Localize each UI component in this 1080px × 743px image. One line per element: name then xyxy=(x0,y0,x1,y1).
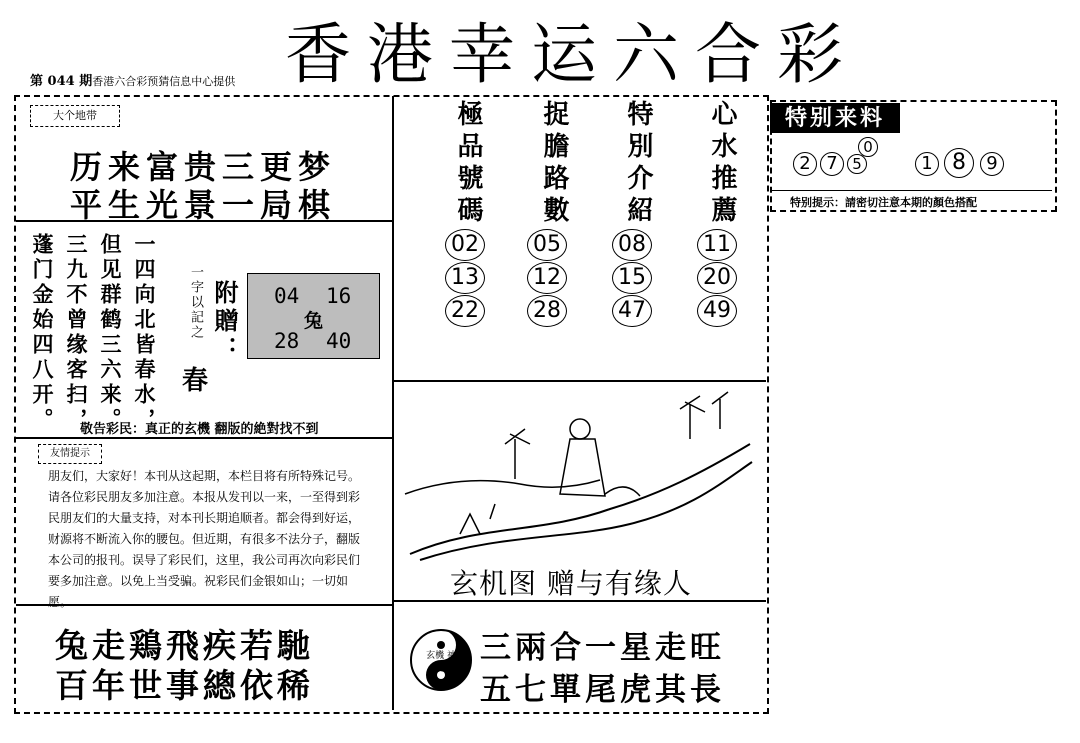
warning-text: 敬告彩民：真正的玄機 翻版的絶對找不到 xyxy=(80,422,319,437)
number-circle: 28 xyxy=(527,295,567,327)
special-number: 2 xyxy=(793,152,817,176)
image-caption: 玄机图 赠与有缘人 xyxy=(450,567,692,600)
issue-info xyxy=(30,70,235,89)
special-number: 1 xyxy=(915,152,939,176)
number-circle: 20 xyxy=(697,262,737,294)
bottom-poem-line-2: 百年世事總依稀 xyxy=(55,666,314,705)
number-circle: 47 xyxy=(612,295,652,327)
special-number: 7 xyxy=(820,152,844,176)
bottom-right-line-1: 三兩合一星走旺 xyxy=(480,630,725,666)
column-head: 特別介紹 xyxy=(623,100,653,228)
left-divider-2 xyxy=(16,437,392,439)
section-label: 大个地带 xyxy=(30,105,120,127)
special-number: 5 xyxy=(847,154,867,174)
gift-char: 春 xyxy=(182,366,209,396)
bottom-poem-line-1: 兔走鶏飛疾若馳 xyxy=(55,626,314,665)
page-title: 香港幸运六合彩 xyxy=(285,16,859,93)
seal-text: 玄機 神祕 xyxy=(426,651,456,674)
number-circle: 12 xyxy=(527,262,567,294)
verse-column-1: 蓬门金始四八开。 xyxy=(30,233,55,433)
number-circle: 13 xyxy=(445,262,485,294)
illustration xyxy=(400,384,760,562)
special-number: 9 xyxy=(980,152,1004,176)
special-label: 特别来料 xyxy=(770,103,900,133)
issue-source: 香港六合彩预猜信息中心提供 xyxy=(92,75,236,88)
number-circle: 02 xyxy=(445,229,485,261)
special-divider xyxy=(772,190,1052,191)
number-circle: 11 xyxy=(697,229,737,261)
poem-line-1: 历来富贵三更梦 xyxy=(70,148,337,186)
bottom-right-line-2: 五七單尾虎其長 xyxy=(480,672,725,708)
verse-column-2: 三九不曾缘客扫， xyxy=(64,233,89,433)
special-number: 8 xyxy=(944,148,974,178)
gift-label: 附贈： xyxy=(210,280,239,364)
number-circle: 22 xyxy=(445,295,485,327)
column-head: 捉膽路數 xyxy=(539,100,569,228)
gift-number: 16 xyxy=(326,284,352,308)
gift-number: 04 xyxy=(274,284,300,308)
number-circle: 49 xyxy=(697,295,737,327)
right-divider-1 xyxy=(394,380,766,382)
gift-zodiac: 兔 xyxy=(304,310,324,332)
column-head: 極品號碼 xyxy=(453,100,483,228)
notice-text: 朋友们，大家好！本刊从这起期，本栏目将有所特殊记号。请各位彩民朋友多加注意。本报从发刊以一来，一至得到彩民朋友们的大量支持，对本刊长期追顺者。都会得到好运，财源将不断流入你的腰包。但近期，有很多不法分子，翻版本公司的报刊。误导了彩民们，这里，我公司再次向彩民们要多加注意。以免上当受骗。祝彩民们金银如山；一切如愿。 xyxy=(48,469,361,609)
special-number: 0 xyxy=(858,137,878,157)
notice-label: 友情提示 xyxy=(38,444,102,464)
gift-number: 28 xyxy=(274,329,300,353)
verse-column-3: 但见群鹤三六来。 xyxy=(98,233,123,433)
poem-line-2: 平生光景一局棋 xyxy=(70,186,337,224)
hint-vertical: 一字以記之 xyxy=(188,265,203,340)
number-circle: 05 xyxy=(527,229,567,261)
gift-number: 40 xyxy=(326,329,352,353)
issue-number: 第 044 期 xyxy=(30,74,93,89)
special-hint: 特别提示：請密切注意本期的顏色搭配 xyxy=(790,196,977,209)
column-head: 心水推薦 xyxy=(707,100,737,228)
gift-box xyxy=(247,273,380,359)
verse-column-4: 一四向北皆春水， xyxy=(132,233,157,433)
center-divider xyxy=(392,96,394,710)
number-circle: 08 xyxy=(612,229,652,261)
number-circle: 15 xyxy=(612,262,652,294)
